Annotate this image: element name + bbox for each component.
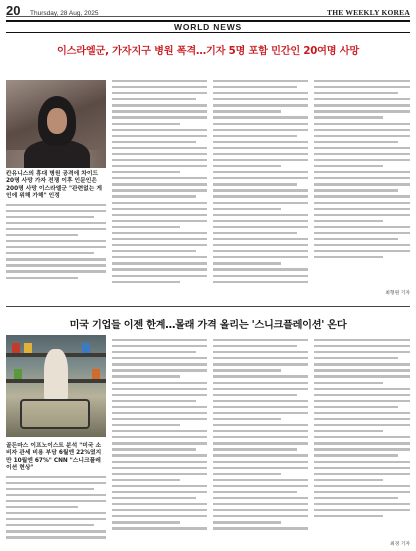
- story1-column-3: [213, 80, 308, 300]
- story1-column-2: [112, 80, 207, 300]
- section-title: WORLD NEWS: [174, 22, 242, 32]
- paper-name: THE WEEKLY KOREA: [327, 8, 410, 17]
- story2-photo: [6, 335, 106, 437]
- story1-column-4: [314, 80, 410, 300]
- story2-headline[interactable]: 미국 기업들 이젠 한계…몰래 가격 올리는 '스니크플레이션' 온다: [69, 320, 347, 331]
- story1-caption: 칸유니스의 휴대 병원 공격에 차이드 20명 사망 가자 전쟁 이후 인문인은 200명 사망 이스라엘군 "관련없는 게인에 위해 가해" 인정: [6, 171, 102, 200]
- masthead: [6, 0, 410, 17]
- story1-body-text: [6, 204, 106, 288]
- story2-column-2: [112, 339, 207, 551]
- story2-caption-block: [6, 440, 106, 546]
- story1-author: 최형원 기자: [385, 291, 410, 296]
- story1: [6, 80, 410, 300]
- story1-headline[interactable]: 이스라엘군, 가자지구 병원 폭격…기자 5명 포함 민간인 20여명 사망: [56, 46, 360, 57]
- issue-date: Thursday, 28 Aug, 2025: [30, 10, 99, 17]
- story2-column-3: [213, 339, 308, 551]
- section-header: [6, 20, 410, 33]
- story2-author: 최경 기자: [389, 542, 410, 547]
- story2-column-4: [314, 339, 410, 551]
- story2: [6, 335, 410, 547]
- story-divider: [6, 306, 410, 307]
- page-number: 20: [6, 3, 21, 18]
- story2-caption: 골든마스 이프노이스트 분석 "미국 소비자 관세 비용 부담 6월엔 22%였지만 10월엔 67%" CNN "스니크플레이션 현상": [6, 443, 102, 472]
- story1-photo: [6, 80, 106, 168]
- story1-photo-column: [6, 80, 106, 288]
- story2-body-text: [6, 476, 106, 546]
